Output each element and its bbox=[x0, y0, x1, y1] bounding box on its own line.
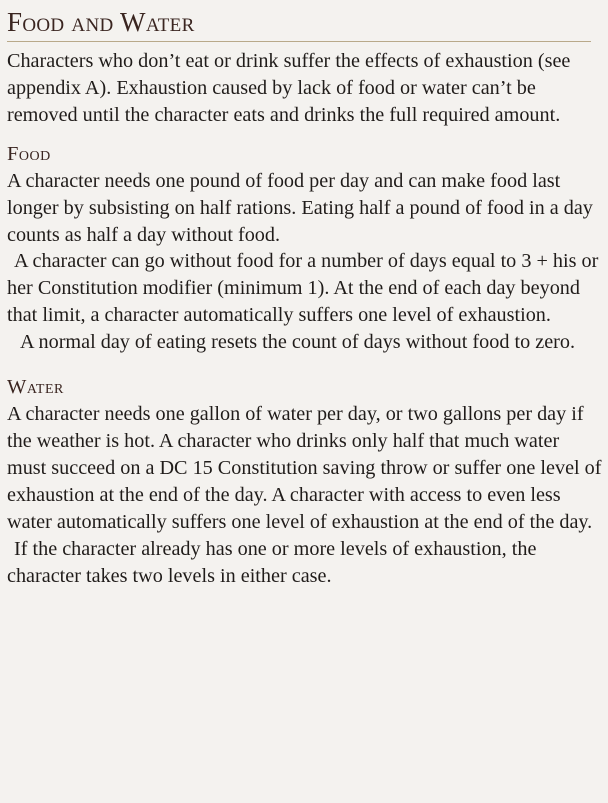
heading-divider bbox=[7, 41, 591, 42]
document-page bbox=[7, 0, 603, 589]
food-heading: Food bbox=[7, 142, 51, 165]
food-paragraph-3: A normal day of eating resets the count of days without food to zero. bbox=[20, 331, 576, 354]
water-paragraph-1: A character needs one gallon of water per day, or two gallons per day if the weather is hot. A character who drinks only half that much water must succeed on a DC 15 Constitution saving throw or suffer one level of exhaustion at the end of the day. A character with access to even less water automatically suffers one level of exhaustion at the end of the day. bbox=[7, 403, 602, 533]
section-title: Food and Water bbox=[7, 7, 195, 37]
section-gap bbox=[7, 356, 603, 368]
intro-paragraph: Characters who don’t eat or drink suffer the effects of exhaustion (see appendix A). Exhaustion caused by lack of food or water can’t be removed until the character eats and drinks the full required amount. bbox=[7, 50, 571, 126]
water-heading: Water bbox=[7, 376, 64, 399]
food-paragraph-1: A character needs one pound of food per day and can make food last longer by subsisting on half rations. Eating half a pound of food in a day counts as half a day without food. bbox=[7, 169, 593, 246]
food-paragraph-2: A character can go without food for a number of days equal to 3 + his or her Constitution modifier (minimum 1). At the end of each day beyond that limit, a character automatically suffers one level of exhaustion. bbox=[7, 250, 599, 327]
water-paragraph-2: If the character already has one or more levels of exhaustion, the character takes two levels in either case. bbox=[7, 537, 537, 587]
